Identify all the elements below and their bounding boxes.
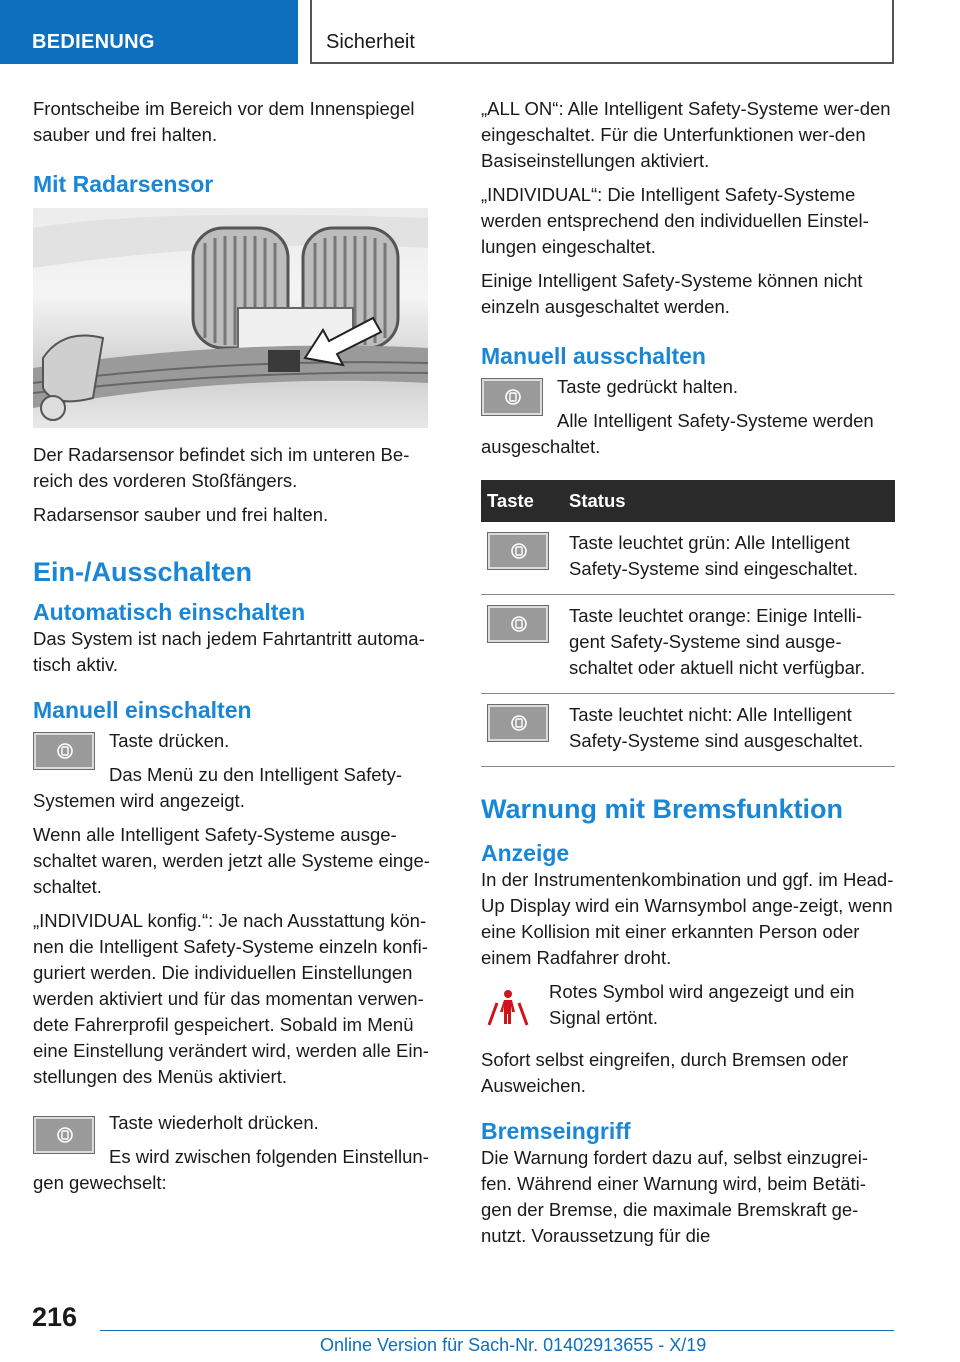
heading-display: Anzeige (481, 840, 570, 866)
paragraph: Taste gedrückt halten. (557, 376, 738, 397)
table-row (481, 595, 895, 694)
safety-button-icon (487, 532, 549, 570)
left-column (33, 96, 438, 1204)
paragraph: Frontscheibe im Bereich vor dem Innenspiegel sauber und frei halten. (33, 98, 415, 145)
paragraph: Es wird zwischen folgenden Einstellun-gen gewechselt: (33, 1146, 429, 1193)
footer-divider (100, 1330, 894, 1331)
paragraph: Radarsensor sauber und frei halten. (33, 504, 329, 525)
safety-button-icon (487, 605, 549, 643)
heading-manual-off: Manuell ausschalten (481, 343, 706, 369)
paragraph: Taste drücken. (109, 730, 230, 751)
paragraph: Rotes Symbol wird angezeigt und ein Signal ertönt. (549, 981, 855, 1028)
paragraph: Einige Intelligent Safety-Systeme können nicht einzeln ausgeschaltet werden. (481, 270, 863, 317)
paragraph: In der Instrumentenkombination und ggf. im Head-Up Display wird ein Warnsymbol ange-zeigt, wenn eine Kollision mit einer erkannten Person oder einem Radfahrer droht. (481, 869, 894, 968)
paragraph: Taste wiederholt drücken. (109, 1112, 319, 1133)
heading-brake: Bremseingriff (481, 1118, 631, 1144)
status-table (481, 480, 895, 767)
paragraph: „INDIVIDUAL“: Die Intelligent Safety-Systeme werden entsprechend den individuellen Einstel-lungen eingeschaltet. (481, 184, 869, 257)
safety-button-icon (487, 704, 549, 742)
table-cell-status: Taste leuchtet grün: Alle Intelligent Safety-Systeme sind eingeschaltet. (563, 522, 895, 595)
table-header-row (481, 480, 895, 522)
right-column (481, 96, 895, 1257)
safety-button-icon (481, 378, 543, 416)
table-header-taste: Taste (481, 480, 563, 522)
paragraph: Sofort selbst eingreifen, durch Bremsen oder Ausweichen. (481, 1049, 849, 1096)
radar-sensor-photo (33, 208, 428, 428)
paragraph: Das Menü zu den Intelligent Safety-Systemen wird angezeigt. (33, 764, 403, 811)
header-chapter-label: Sicherheit (326, 31, 415, 53)
paragraph: Wenn alle Intelligent Safety-Systeme ausge-schaltet waren, werden jetzt alle Systeme einge-schaltet. (33, 824, 430, 897)
heading-radar: Mit Radarsensor (33, 171, 214, 197)
heading-on-off: Ein-/Ausschalten (33, 557, 253, 587)
table-row (481, 522, 895, 595)
table-row (481, 694, 895, 767)
header-section-tab (0, 0, 298, 64)
paragraph: Die Warnung fordert dazu auf, selbst einzugrei-fen. Während einer Warnung wird, beim Betäti-gen der Bremse, die maximale Bremskraft ge-nutzt. Voraussetzung für die (481, 1147, 868, 1246)
table-header-status: Status (563, 480, 895, 522)
heading-warning: Warnung mit Bremsfunktion (481, 794, 843, 824)
header-section-label: BEDIENUNG (32, 31, 155, 53)
paragraph: Alle Intelligent Safety-Systeme werden ausgeschaltet. (481, 410, 874, 457)
page-number: 216 (32, 1302, 78, 1332)
paragraph: Das System ist nach jedem Fahrtantritt automa-tisch aktiv. (33, 628, 425, 675)
paragraph: Der Radarsensor befindet sich im unteren Be-reich des vorderen Stoßfängers. (33, 444, 410, 491)
paragraph: „ALL ON“: Alle Intelligent Safety-Systeme wer-den eingeschaltet. Für die Unterfunktionen wer-den Basiseinstellungen aktiviert. (481, 98, 891, 171)
footer-link[interactable]: Online Version für Sach-Nr. 01402913655 - X/19 (320, 1335, 707, 1355)
safety-button-icon (33, 1116, 95, 1154)
header-chapter-box (310, 0, 894, 64)
table-cell-status: Taste leuchtet nicht: Alle Intelligent Safety-Systeme sind ausgeschaltet. (563, 694, 895, 767)
safety-button-icon (33, 732, 95, 770)
paragraph: „INDIVIDUAL konfig.“: Je nach Ausstattung kön-nen die Intelligent Safety-Systeme einzeln konfi-guriert werden. Die individuellen Einstellungen werden aktiviert und für das momentan verwen-dete Fahrerprofil gespeichert. Sobald im Menü eine Einstellung verändert wird, werden alle Ein-stellungen des Menüs aktiviert. (33, 910, 429, 1087)
table-cell-status: Taste leuchtet orange: Einige Intelli-gent Safety-Systeme sind ausge-schaltet oder aktuell nicht verfügbar. (563, 595, 895, 694)
car-front-illustration (33, 208, 428, 428)
heading-auto-on: Automatisch einschalten (33, 599, 306, 625)
heading-manual-on: Manuell einschalten (33, 697, 252, 723)
pedestrian-warning-icon (483, 985, 529, 1031)
